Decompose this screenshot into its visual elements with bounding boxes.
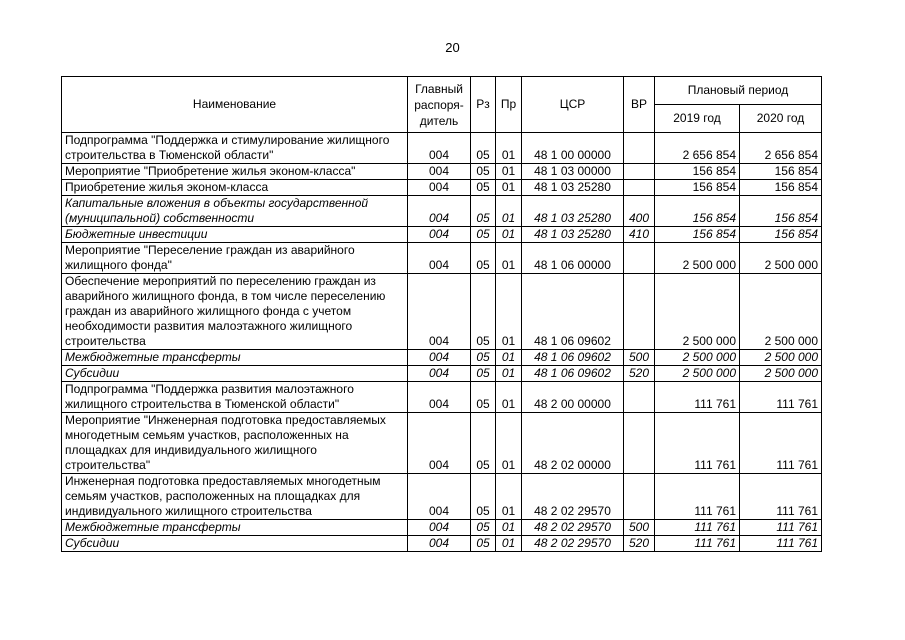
table-row (62, 366, 822, 382)
row-year-2019: 156 854 (655, 196, 740, 227)
row-name: Межбюджетные трансферты (62, 520, 408, 536)
row-vr: 410 (624, 227, 655, 243)
row-pr: 01 (496, 243, 522, 274)
row-year-2020: 111 761 (740, 474, 822, 520)
header-main-admin: Главный распоря-дитель (408, 77, 471, 133)
row-rz: 05 (471, 274, 496, 350)
row-name: Приобретение жилья эконом-класса (62, 180, 408, 196)
row-vr (624, 243, 655, 274)
budget-table (61, 76, 822, 552)
table-row (62, 413, 822, 474)
row-main-admin: 004 (408, 350, 471, 366)
row-csr: 48 2 02 29570 (522, 520, 624, 536)
row-rz: 05 (471, 474, 496, 520)
row-year-2020: 2 656 854 (740, 133, 822, 164)
row-csr: 48 1 03 00000 (522, 164, 624, 180)
page-number: 20 (445, 40, 460, 55)
row-rz: 05 (471, 350, 496, 366)
row-rz: 05 (471, 243, 496, 274)
row-year-2019: 156 854 (655, 164, 740, 180)
row-main-admin: 004 (408, 536, 471, 552)
row-main-admin: 004 (408, 196, 471, 227)
row-main-admin: 004 (408, 474, 471, 520)
row-rz: 05 (471, 133, 496, 164)
header-name: Наименование (62, 77, 408, 133)
header-year-2019: 2019 год (655, 105, 740, 133)
row-year-2020: 156 854 (740, 196, 822, 227)
row-vr (624, 274, 655, 350)
row-csr: 48 2 02 29570 (522, 536, 624, 552)
row-year-2019: 2 500 000 (655, 350, 740, 366)
row-year-2020: 111 761 (740, 536, 822, 552)
row-rz: 05 (471, 164, 496, 180)
row-pr: 01 (496, 274, 522, 350)
row-pr: 01 (496, 520, 522, 536)
row-year-2019: 111 761 (655, 382, 740, 413)
row-main-admin: 004 (408, 243, 471, 274)
row-year-2019: 2 500 000 (655, 243, 740, 274)
row-main-admin: 004 (408, 133, 471, 164)
table-row (62, 350, 822, 366)
row-csr: 48 1 06 09602 (522, 366, 624, 382)
table-row (62, 474, 822, 520)
row-pr: 01 (496, 164, 522, 180)
row-year-2019: 2 656 854 (655, 133, 740, 164)
row-pr: 01 (496, 133, 522, 164)
row-rz: 05 (471, 413, 496, 474)
row-name: Субсидии (62, 536, 408, 552)
row-pr: 01 (496, 474, 522, 520)
row-pr: 01 (496, 350, 522, 366)
row-vr: 500 (624, 350, 655, 366)
row-pr: 01 (496, 180, 522, 196)
row-name: Капитальные вложения в объекты государственной (муниципальной) собственности (62, 196, 408, 227)
row-main-admin: 004 (408, 366, 471, 382)
row-vr (624, 382, 655, 413)
row-year-2019: 2 500 000 (655, 274, 740, 350)
row-name: Субсидии (62, 366, 408, 382)
row-rz: 05 (471, 520, 496, 536)
row-main-admin: 004 (408, 180, 471, 196)
row-pr: 01 (496, 382, 522, 413)
row-csr: 48 1 03 25280 (522, 196, 624, 227)
table-row (62, 243, 822, 274)
row-rz: 05 (471, 196, 496, 227)
table-row (62, 536, 822, 552)
row-vr: 520 (624, 366, 655, 382)
row-main-admin: 004 (408, 413, 471, 474)
table-row (62, 196, 822, 227)
row-name: Мероприятие "Переселение граждан из аварийного жилищного фонда" (62, 243, 408, 274)
header-csr: ЦСР (522, 77, 624, 133)
table-body (62, 133, 822, 552)
row-csr: 48 2 00 00000 (522, 382, 624, 413)
row-year-2020: 2 500 000 (740, 366, 822, 382)
row-main-admin: 004 (408, 274, 471, 350)
row-main-admin: 004 (408, 520, 471, 536)
row-name: Обеспечение мероприятий по переселению граждан из аварийного жилищного фонда, в том числе переселению граждан из аварийного жилищного фонда с учетом необходимости развития малоэтажного жилищного строительства (62, 274, 408, 350)
row-year-2020: 156 854 (740, 180, 822, 196)
row-csr: 48 1 06 09602 (522, 350, 624, 366)
row-csr: 48 1 00 00000 (522, 133, 624, 164)
header-pr: Пр (496, 77, 522, 133)
row-rz: 05 (471, 180, 496, 196)
row-rz: 05 (471, 382, 496, 413)
row-rz: 05 (471, 366, 496, 382)
row-name: Бюджетные инвестиции (62, 227, 408, 243)
row-vr: 520 (624, 536, 655, 552)
row-rz: 05 (471, 536, 496, 552)
row-year-2019: 111 761 (655, 536, 740, 552)
row-vr (624, 413, 655, 474)
row-vr (624, 180, 655, 196)
row-rz: 05 (471, 227, 496, 243)
row-main-admin: 004 (408, 227, 471, 243)
row-name: Межбюджетные трансферты (62, 350, 408, 366)
row-vr (624, 133, 655, 164)
table-row (62, 382, 822, 413)
header-vr: ВР (624, 77, 655, 133)
table-row (62, 274, 822, 350)
row-year-2020: 156 854 (740, 227, 822, 243)
table-row (62, 180, 822, 196)
row-main-admin: 004 (408, 382, 471, 413)
row-year-2020: 2 500 000 (740, 350, 822, 366)
header-year-2020: 2020 год (740, 105, 822, 133)
row-year-2020: 2 500 000 (740, 243, 822, 274)
row-name: Инженерная подготовка предоставляемых многодетным семьям участков, расположенных на площадках для индивидуального жилищного строительства (62, 474, 408, 520)
row-main-admin: 004 (408, 164, 471, 180)
row-name: Подпрограмма "Поддержка и стимулирование жилищного строительства в Тюменской области" (62, 133, 408, 164)
row-csr: 48 2 02 29570 (522, 474, 624, 520)
row-year-2020: 156 854 (740, 164, 822, 180)
row-name: Мероприятие "Приобретение жилья эконом-класса" (62, 164, 408, 180)
row-year-2019: 111 761 (655, 413, 740, 474)
row-csr: 48 1 06 00000 (522, 243, 624, 274)
row-year-2020: 111 761 (740, 520, 822, 536)
row-year-2019: 111 761 (655, 474, 740, 520)
table-row (62, 133, 822, 164)
row-csr: 48 2 02 00000 (522, 413, 624, 474)
row-csr: 48 1 03 25280 (522, 227, 624, 243)
row-year-2019: 111 761 (655, 520, 740, 536)
row-year-2020: 111 761 (740, 382, 822, 413)
row-vr (624, 164, 655, 180)
row-pr: 01 (496, 366, 522, 382)
row-year-2019: 2 500 000 (655, 366, 740, 382)
row-year-2019: 156 854 (655, 227, 740, 243)
row-vr: 400 (624, 196, 655, 227)
row-csr: 48 1 06 09602 (522, 274, 624, 350)
table-row (62, 164, 822, 180)
row-pr: 01 (496, 536, 522, 552)
row-vr (624, 474, 655, 520)
row-pr: 01 (496, 227, 522, 243)
header-plan-period: Плановый период (655, 77, 822, 105)
row-year-2020: 2 500 000 (740, 274, 822, 350)
row-pr: 01 (496, 413, 522, 474)
row-year-2019: 156 854 (655, 180, 740, 196)
row-year-2020: 111 761 (740, 413, 822, 474)
table-row (62, 227, 822, 243)
table-row (62, 520, 822, 536)
row-name: Мероприятие "Инженерная подготовка предоставляемых многодетным семьям участков, расположенных на площадках для индивидуального жилищного строительства" (62, 413, 408, 474)
row-csr: 48 1 03 25280 (522, 180, 624, 196)
row-vr: 500 (624, 520, 655, 536)
row-pr: 01 (496, 196, 522, 227)
header-rz: Рз (471, 77, 496, 133)
row-name: Подпрограмма "Поддержка развития малоэтажного жилищного строительства в Тюменской области" (62, 382, 408, 413)
